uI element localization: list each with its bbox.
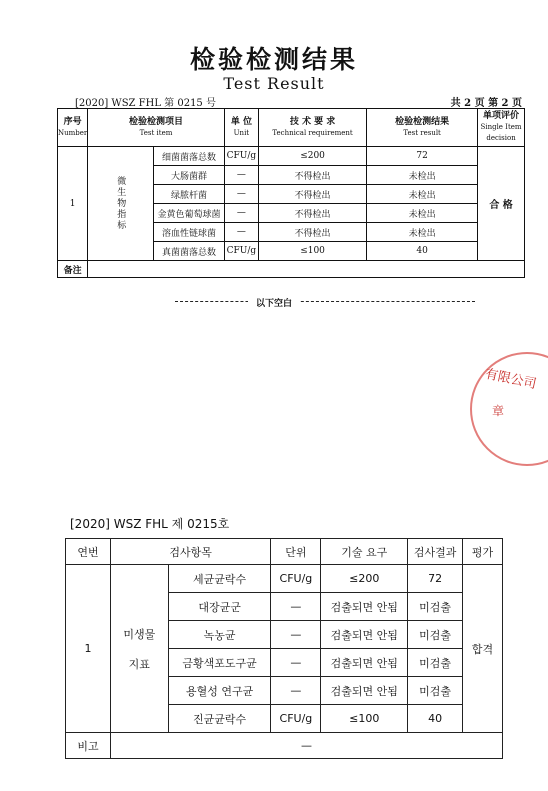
header-unit: 단위 bbox=[271, 539, 321, 565]
decision-cell: 합격 bbox=[463, 565, 503, 733]
document-title-cn: 检验检测结果 bbox=[189, 45, 358, 74]
result-cell: 40 bbox=[367, 242, 478, 261]
item-cell: 진균균락수 bbox=[168, 705, 271, 733]
header-decision: 单项评价 Single Item decision bbox=[478, 109, 525, 147]
unit-cell: — bbox=[271, 593, 321, 621]
remarks-label: 비고 bbox=[66, 733, 111, 759]
unit-cell: — bbox=[224, 185, 258, 204]
result-cell: 72 bbox=[367, 147, 478, 166]
header-test-item: 检验检测项目 Test item bbox=[88, 109, 225, 147]
requirement-cell: ≤100 bbox=[259, 242, 367, 261]
header-row bbox=[58, 109, 525, 147]
item-cell: 용혈성 연구균 bbox=[168, 677, 271, 705]
item-cell: 真菌菌落总数 bbox=[154, 242, 225, 261]
result-cell: 72 bbox=[408, 565, 463, 593]
remarks-row bbox=[58, 261, 525, 278]
category-cell bbox=[110, 565, 168, 733]
header-result: 检验检测结果 Test result bbox=[367, 109, 478, 147]
seal-text-line2: 章 bbox=[492, 404, 505, 418]
document-number: [2020] WSZ FHL 第 0215 号 bbox=[75, 98, 216, 109]
requirement-cell: 不得检出 bbox=[259, 166, 367, 185]
requirement-cell: 검출되면 안됨 bbox=[321, 677, 408, 705]
unit-cell: CFU/g bbox=[224, 147, 258, 166]
header-result: 검사결과 bbox=[408, 539, 463, 565]
row-number: 1 bbox=[66, 565, 111, 733]
category-cell bbox=[88, 147, 154, 261]
result-cell: 未检出 bbox=[367, 204, 478, 223]
unit-cell: CFU/g bbox=[271, 705, 321, 733]
unit-cell: CFU/g bbox=[271, 565, 321, 593]
blank-notice: 以下空白 bbox=[0, 296, 548, 309]
requirement-cell: 검출되면 안됨 bbox=[321, 621, 408, 649]
header-row bbox=[66, 539, 503, 565]
item-cell: 金黄色葡萄球菌 bbox=[154, 204, 225, 223]
header-unit: 单 位 Unit bbox=[224, 109, 258, 147]
result-cell: 40 bbox=[408, 705, 463, 733]
item-cell: 녹농균 bbox=[168, 621, 271, 649]
requirement-cell: ≤200 bbox=[259, 147, 367, 166]
result-cell: 未检出 bbox=[367, 185, 478, 204]
category-label: 微生物指标 bbox=[115, 176, 126, 231]
requirement-cell: 不得检出 bbox=[259, 185, 367, 204]
requirement-cell: 검출되면 안됨 bbox=[321, 649, 408, 677]
header-requirement: 기술 요구 bbox=[321, 539, 408, 565]
unit-cell: — bbox=[224, 166, 258, 185]
item-cell: 금황색포도구균 bbox=[168, 649, 271, 677]
unit-cell: CFU/g bbox=[224, 242, 258, 261]
unit-cell: — bbox=[224, 204, 258, 223]
seal-text-line1: 有限公司 bbox=[483, 366, 538, 393]
item-cell: 溶血性链球菌 bbox=[154, 223, 225, 242]
page-info: 共 2 页 第 2 页 bbox=[450, 98, 522, 109]
remarks-row bbox=[66, 733, 503, 759]
requirement-cell: 不得检出 bbox=[259, 204, 367, 223]
table-row bbox=[58, 147, 525, 166]
requirement-cell: ≤100 bbox=[321, 705, 408, 733]
header-requirement: 技 术 要 求 Technical requirement bbox=[259, 109, 367, 147]
test-result-table-cn bbox=[57, 108, 525, 278]
remarks-label: 备注 bbox=[58, 261, 88, 278]
unit-cell: — bbox=[271, 649, 321, 677]
remarks-value bbox=[88, 261, 525, 278]
header-number: 序号 Number bbox=[58, 109, 88, 147]
test-result-table-kr bbox=[65, 538, 503, 759]
document-title-en: Test Result bbox=[223, 74, 325, 93]
item-cell: 绿脓杆菌 bbox=[154, 185, 225, 204]
item-cell: 대장균군 bbox=[168, 593, 271, 621]
unit-cell: — bbox=[224, 223, 258, 242]
result-cell: 미검출 bbox=[408, 621, 463, 649]
document-number-kr: [2020] WSZ FHL 제 0215호 bbox=[70, 517, 230, 531]
item-cell: 细菌菌落总数 bbox=[154, 147, 225, 166]
unit-cell: — bbox=[271, 677, 321, 705]
item-cell: 大肠菌群 bbox=[154, 166, 225, 185]
requirement-cell: 검출되면 안됨 bbox=[321, 593, 408, 621]
category-label-line1: 미생물 bbox=[123, 627, 156, 641]
result-cell: 미검출 bbox=[408, 593, 463, 621]
result-cell: 未检出 bbox=[367, 223, 478, 242]
result-cell: 미검출 bbox=[408, 677, 463, 705]
requirement-cell: ≤200 bbox=[321, 565, 408, 593]
requirement-cell: 不得检出 bbox=[259, 223, 367, 242]
remarks-value: — bbox=[110, 733, 502, 759]
header-number: 연번 bbox=[66, 539, 111, 565]
table-row bbox=[66, 565, 503, 593]
result-cell: 未检出 bbox=[367, 166, 478, 185]
item-cell: 세균균락수 bbox=[168, 565, 271, 593]
decision-cell: 合 格 bbox=[478, 147, 525, 261]
row-number: 1 bbox=[58, 147, 88, 261]
category-label-line2: 지표 bbox=[128, 657, 150, 671]
header-decision: 평가 bbox=[463, 539, 503, 565]
result-cell: 미검출 bbox=[408, 649, 463, 677]
unit-cell: — bbox=[271, 621, 321, 649]
header-test-item: 검사항목 bbox=[110, 539, 271, 565]
